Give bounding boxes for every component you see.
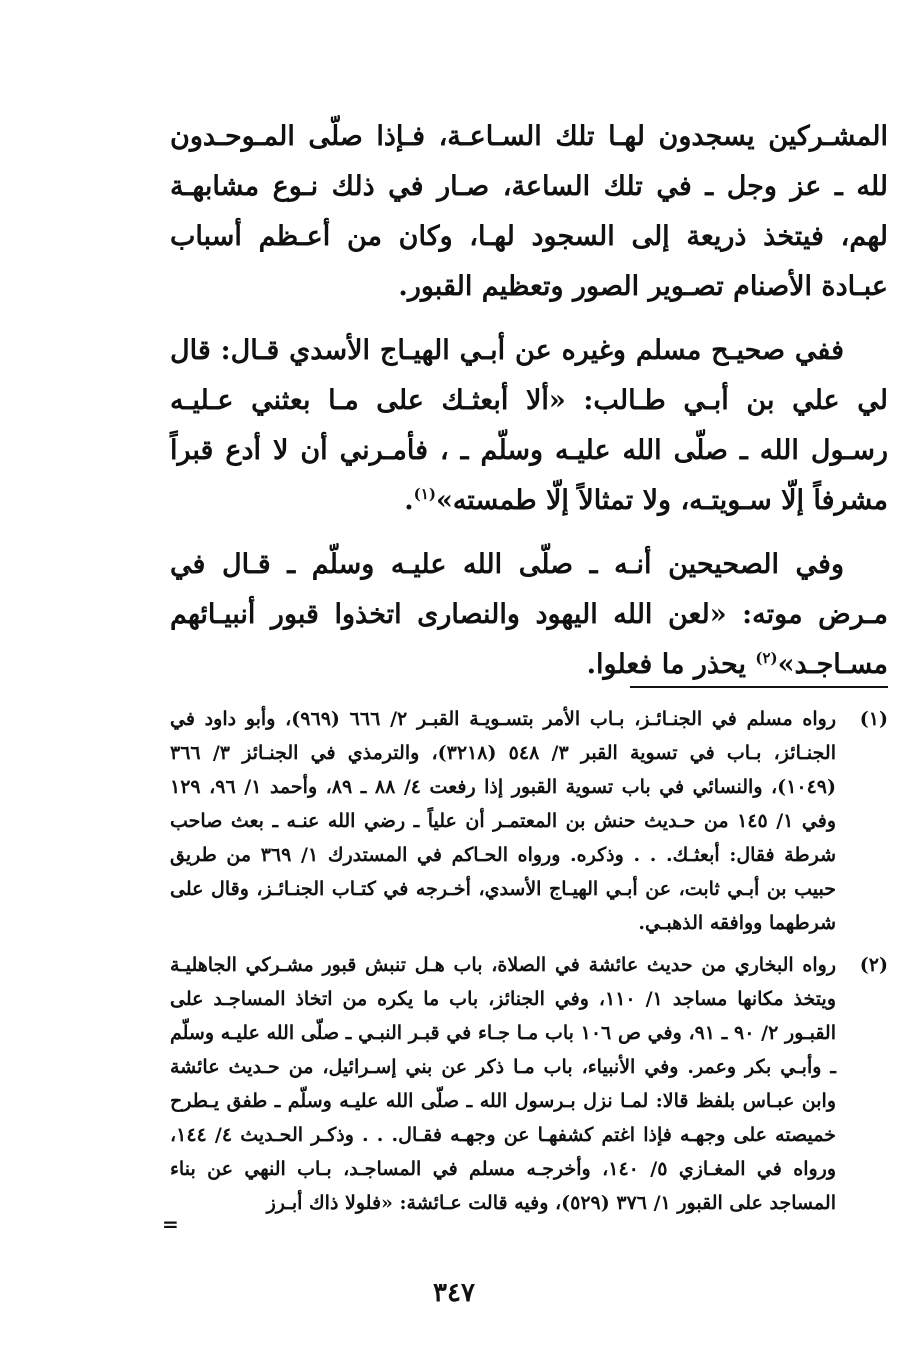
footnote-text: رواه البخاري من حديث عائشة في الصلاة، باب هـل تنبش قبور مشـركي الجاهليـة ويتخذ مكانها مساجد ١/ ١١٠، وفي الجنائز، باب ما يكره من اتخاذ المساجـد على القبـور ٢/ ٩٠ ـ ٩١، وفي ص ١٠٦ باب مـا جـاء في قبـر النبـي ـ صلّى الله عليـه وسلّم ـ وأبـي بكر وعمر. وفي الأنبياء، باب مـا ذكر عن بني إسـرائيل، من حـديث عائشة وابن عبـاس بلفظ قالا: لمـا نزل بـرسول الله ـ صلّى الله عليـه وسلّم ـ طفق يـطرح خميصته على وجهـه فإذا اغتم كشفهـا عن وجهـه فقـال. . . وذكـر الحـديث ٤/ ١٤٤، ورواه في المغـازي ٥/ ١٤٠، وأخرجـه مسلم في المساجـد، بـاب النهي عن بناء المساجد على القبور ١/ ٣٧٦ (٥٢٩)، وفيه قالت عـائشة: «فلولا ذاك أبـرز — [170, 954, 836, 1214]
paragraph-2-end: . — [404, 485, 414, 516]
paragraph-3-text: وفي الصحيحين أنـه ـ صلّى الله عليـه وسلّم ـ قـال في مـرض موته: «لعن الله اليهود والنصارى اتخذوا قبور أنبيـائهم مسـاجـد» — [170, 549, 888, 680]
paragraph-2 — [170, 326, 888, 526]
footnote-text: رواه مسلم في الجنـائـز، بـاب الأمر بتسـويـة القبـر ٢/ ٦٦٦ (٩٦٩)، وأبو داود في الجنـائز، بـاب في تسوية القبر ٣/ ٥٤٨ (٣٢١٨)، والترمذي في الجنـائز ٣/ ٣٦٦ (١٠٤٩)، والنسائي في باب تسوية القبور إذا رفعت ٤/ ٨٨ ـ ٨٩، وأحمد ١/ ٩٦، ١٢٩ وفي ١/ ١٤٥ من حـديث حنش بن المعتمـر أن علياً ـ رضي الله عنـه ـ بعث صاحب شرطة فقال: أبعثـك. . . وذكره. ورواه الحـاكم في المستدرك ١/ ٣٦٩ من طريق حبيب بن أبـي ثابت، عن أبـي الهيـاج الأسدي، أخـرجه في كتـاب الجنـائـز، وقال على شرطهما ووافقه الذهبـي. — [170, 708, 837, 934]
page-number: ٣٤٧ — [433, 1278, 475, 1308]
continuation-mark: = — [162, 1212, 179, 1236]
paragraph-3 — [170, 540, 888, 690]
paragraph-3-end: يحذر ما فعلوا. — [586, 649, 756, 680]
footnote-number: (٢) — [859, 954, 888, 976]
footnote-ref-1: (١) — [413, 485, 436, 503]
footnote-ref-2: (٢) — [755, 649, 778, 667]
footnote-2 — [170, 948, 888, 1220]
main-text — [170, 112, 888, 704]
footnote-1 — [170, 702, 888, 940]
footnotes — [170, 702, 888, 1228]
footnote-number: (١) — [859, 708, 888, 730]
paragraph-2-text: ففي صحيـح مسلم وغيره عن أبـي الهيـاج الأسدي قـال: قال لي علي بن أبـي طـالب: «ألا أبعثـك على مـا بعثني عـليـه رسـول الله ـ صلّى الله عليـه وسلّم ـ ، فأمـرني أن لا أدع قبراً مشرفاً إلّا سـويتـه، ولا تمثالاً إلّا طمسته» — [170, 335, 888, 516]
footnote-separator — [630, 686, 888, 688]
paragraph-1: المشـركين يسجدون لهـا تلك السـاعـة، فـإذا صلّى المـوحـدون لله ـ عز وجل ـ في تلك الساعة، صـار في ذلك نـوع مشابهـة لهم، فيتخذ ذريعة إلى السجود لهـا، وكان من أعـظم أسباب عبـادة الأصنام تصـوير الصور وتعظيم القبور. — [170, 121, 888, 302]
